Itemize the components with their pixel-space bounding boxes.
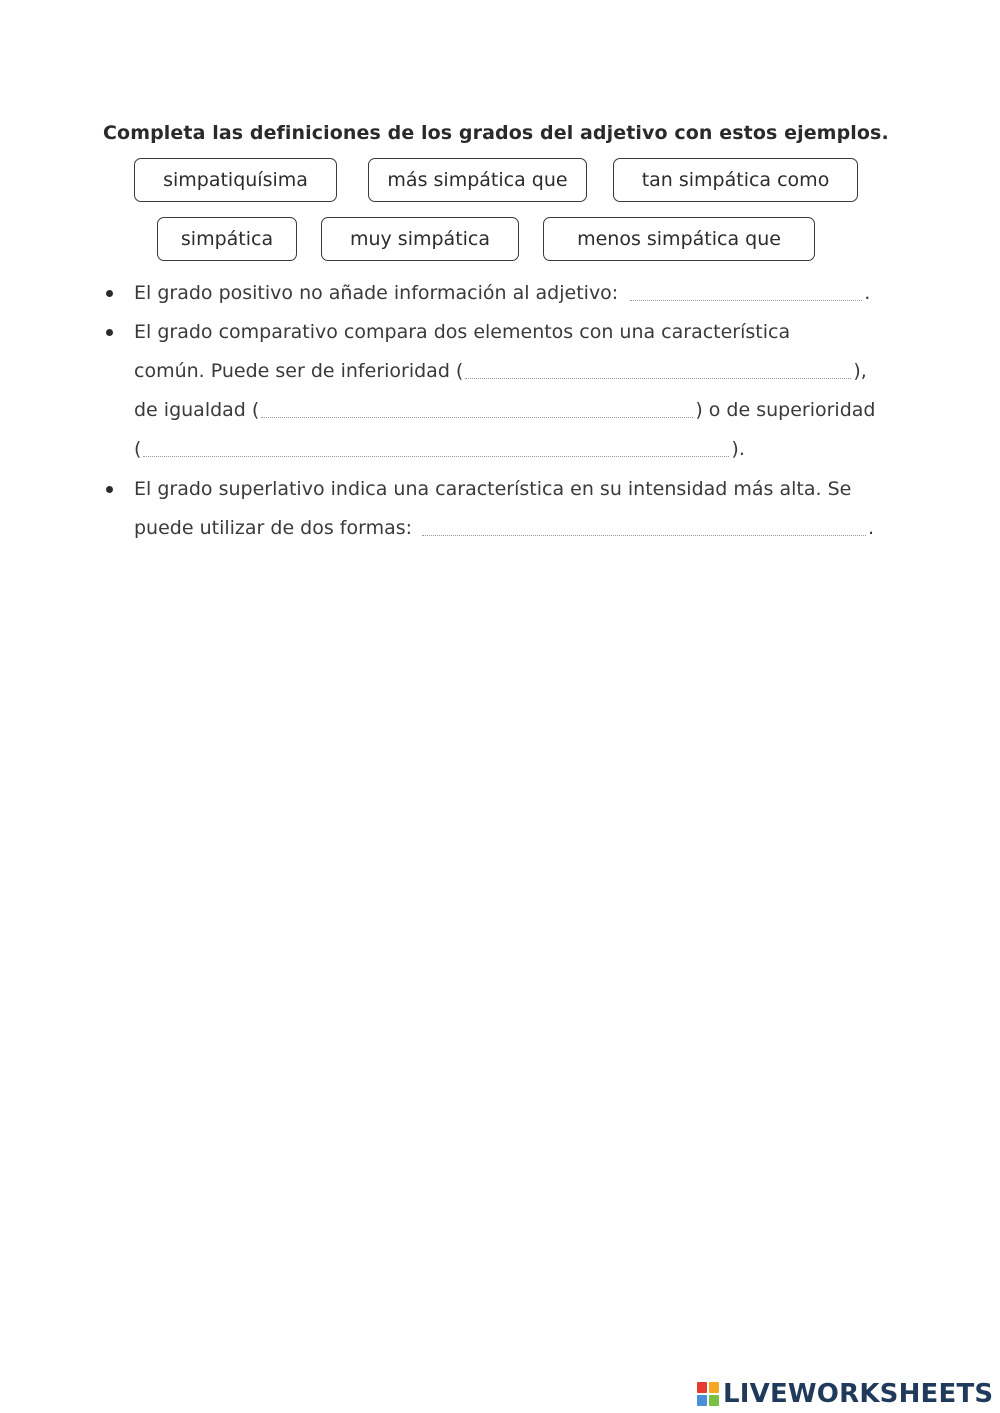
blank-superlativo[interactable] [422,517,866,536]
word-chip-menos-simpatica-que[interactable]: menos simpática que [543,217,815,261]
brand-name: LIVEWORKSHEETS [723,1379,994,1409]
bullet2-line3-end: ) o de superioridad [695,399,876,421]
liveworksheets-logo [697,1378,993,1410]
blank-positivo[interactable] [630,282,862,301]
word-chip-simpatica[interactable]: simpática [157,217,297,261]
bullet-icon [106,486,113,493]
logo-square-red [697,1382,707,1393]
bullet2-line2-text: común. Puede ser de inferioridad ( [134,360,464,382]
liveworksheets-logo-icon [697,1382,719,1406]
blank-superioridad[interactable] [143,438,729,457]
bullet2-line2-end: ), [853,360,867,382]
bullet2-line1: El grado comparativo compara dos elementos con una característica [134,321,791,343]
bullet3-line2-text: puede utilizar de dos formas: [134,517,413,539]
bullet2-line2 [134,356,867,382]
bullet-icon [106,329,113,336]
word-chip-simpatiquisima[interactable]: simpatiquísima [134,158,337,202]
bullet2-line4 [134,434,745,460]
logo-square-green [709,1395,719,1406]
bullet3-line2-end: . [868,517,875,539]
word-chip-mas-simpatica-que[interactable]: más simpática que [368,158,587,202]
bullet2-line4-end: ). [731,438,745,460]
bullet2-line3 [134,395,875,421]
bullet1-end: . [864,282,871,304]
blank-inferioridad[interactable] [465,360,851,379]
word-chip-muy-simpatica[interactable]: muy simpática [321,217,519,261]
bullet1-line [134,278,870,304]
bullet3-line2 [134,513,874,539]
bullet3-line1: El grado superlativo indica una característica en su intensidad más alta. Se [134,478,852,500]
instruction-title: Completa las definiciones de los grados del adjetivo con estos ejemplos. [103,122,889,144]
bullet-icon [106,290,113,297]
bullet2-line3-text: de igualdad ( [134,399,260,421]
bullet1-text: El grado positivo no añade información al adjetivo: [134,282,619,304]
logo-square-blue [697,1395,707,1406]
bullet2-line4-start: ( [134,438,142,460]
blank-igualdad[interactable] [261,399,693,418]
logo-square-orange [709,1382,719,1393]
word-chip-tan-simpatica-como[interactable]: tan simpática como [613,158,858,202]
